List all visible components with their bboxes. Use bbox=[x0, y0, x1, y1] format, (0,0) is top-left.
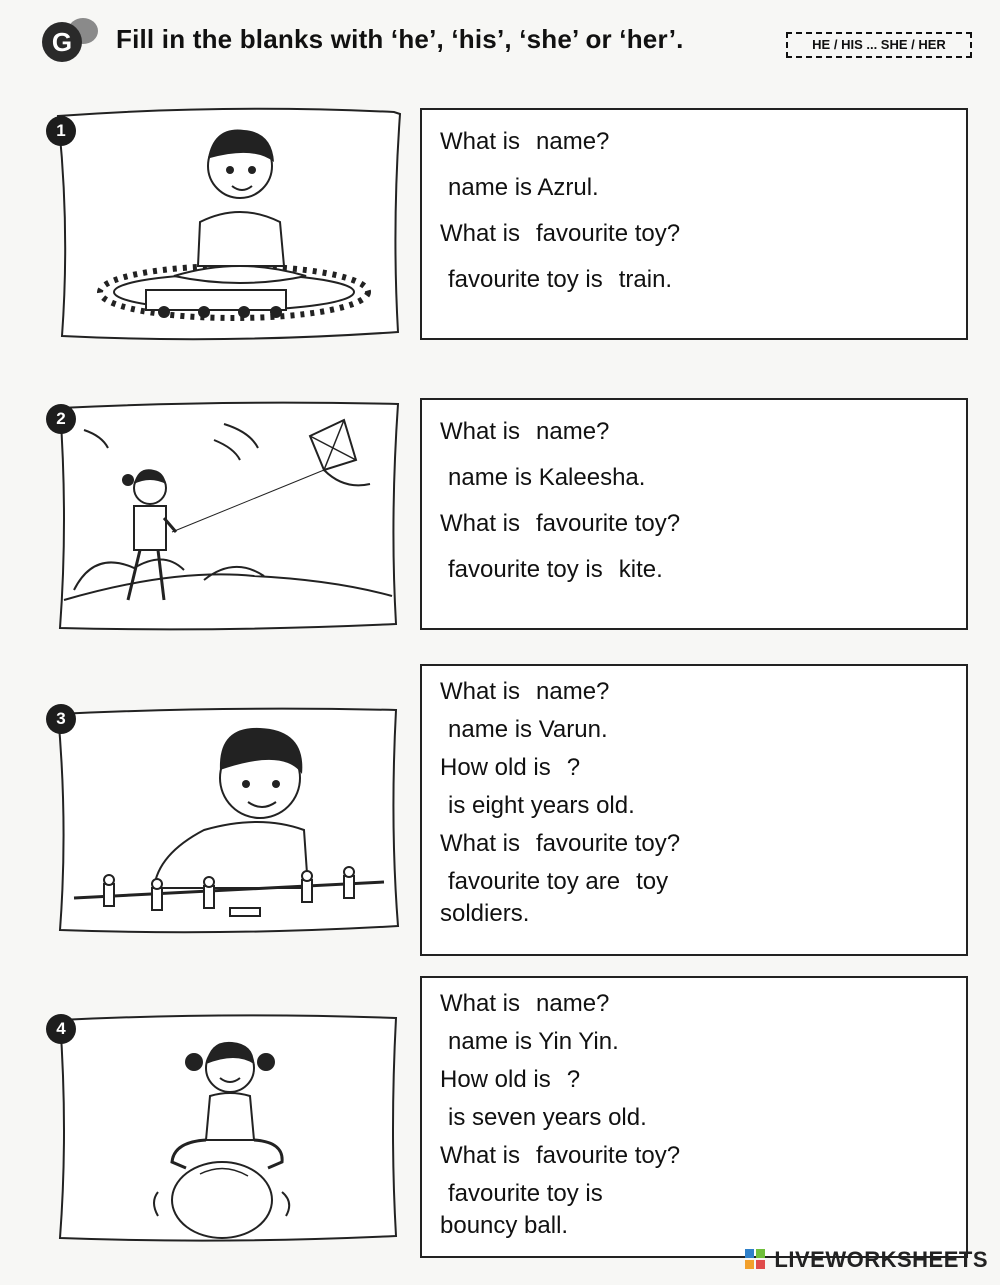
question-line: What is name? bbox=[440, 990, 610, 1017]
exercise-number-badge: 4 bbox=[46, 1014, 76, 1044]
answer-line: favourite toy is train. bbox=[448, 266, 673, 293]
answer-box bbox=[420, 108, 968, 340]
picture-boy-with-train bbox=[54, 106, 406, 342]
answer-line-continued: bouncy ball. bbox=[440, 1212, 569, 1239]
liveworksheets-logo-icon bbox=[744, 1248, 768, 1272]
question-line: What is favourite toy? bbox=[440, 1142, 681, 1169]
question-line: What is favourite toy? bbox=[440, 830, 681, 857]
answer-box bbox=[420, 664, 968, 956]
answer-line: name is Varun. bbox=[448, 716, 608, 743]
picture-girl-with-kite bbox=[54, 400, 406, 632]
question-line: What is name? bbox=[440, 418, 610, 445]
worksheet-header bbox=[42, 18, 972, 66]
question-line: How old is ? bbox=[440, 754, 581, 781]
brand-name: LIVEWORKSHEETS bbox=[774, 1247, 988, 1272]
answer-line: name is Yin Yin. bbox=[448, 1028, 619, 1055]
answer-line: name is Azrul. bbox=[448, 174, 599, 201]
exercise-number-badge: 2 bbox=[46, 404, 76, 434]
exercise-number-badge: 1 bbox=[46, 116, 76, 146]
picture-boy-with-toy-soldiers bbox=[54, 704, 406, 936]
question-line: What is name? bbox=[440, 128, 610, 155]
answer-line: favourite toy are toy bbox=[448, 868, 669, 895]
answer-box bbox=[420, 398, 968, 630]
answer-line: is eight years old. bbox=[448, 792, 635, 819]
question-line: How old is ? bbox=[440, 1066, 581, 1093]
section-badge: G bbox=[42, 22, 82, 62]
question-line: What is favourite toy? bbox=[440, 220, 681, 247]
answer-line: favourite toy is bbox=[448, 1180, 603, 1207]
answer-line-continued: soldiers. bbox=[440, 900, 530, 927]
picture-girl-on-bouncy-ball bbox=[54, 1012, 406, 1244]
question-line: What is favourite toy? bbox=[440, 510, 681, 537]
question-line: What is name? bbox=[440, 678, 610, 705]
answer-box bbox=[420, 976, 968, 1258]
answer-line: favourite toy is kite. bbox=[448, 556, 663, 583]
exercise-number-badge: 3 bbox=[46, 704, 76, 734]
answer-line: is seven years old. bbox=[448, 1104, 647, 1131]
instruction-text: Fill in the blanks with ‘he’, ‘his’, ‘she’ or ‘her’. bbox=[116, 24, 684, 54]
answer-line: name is Kaleesha. bbox=[448, 464, 646, 491]
liveworksheets-footer bbox=[744, 1247, 988, 1273]
topic-tag: HE / HIS ... SHE / HER bbox=[786, 32, 972, 58]
